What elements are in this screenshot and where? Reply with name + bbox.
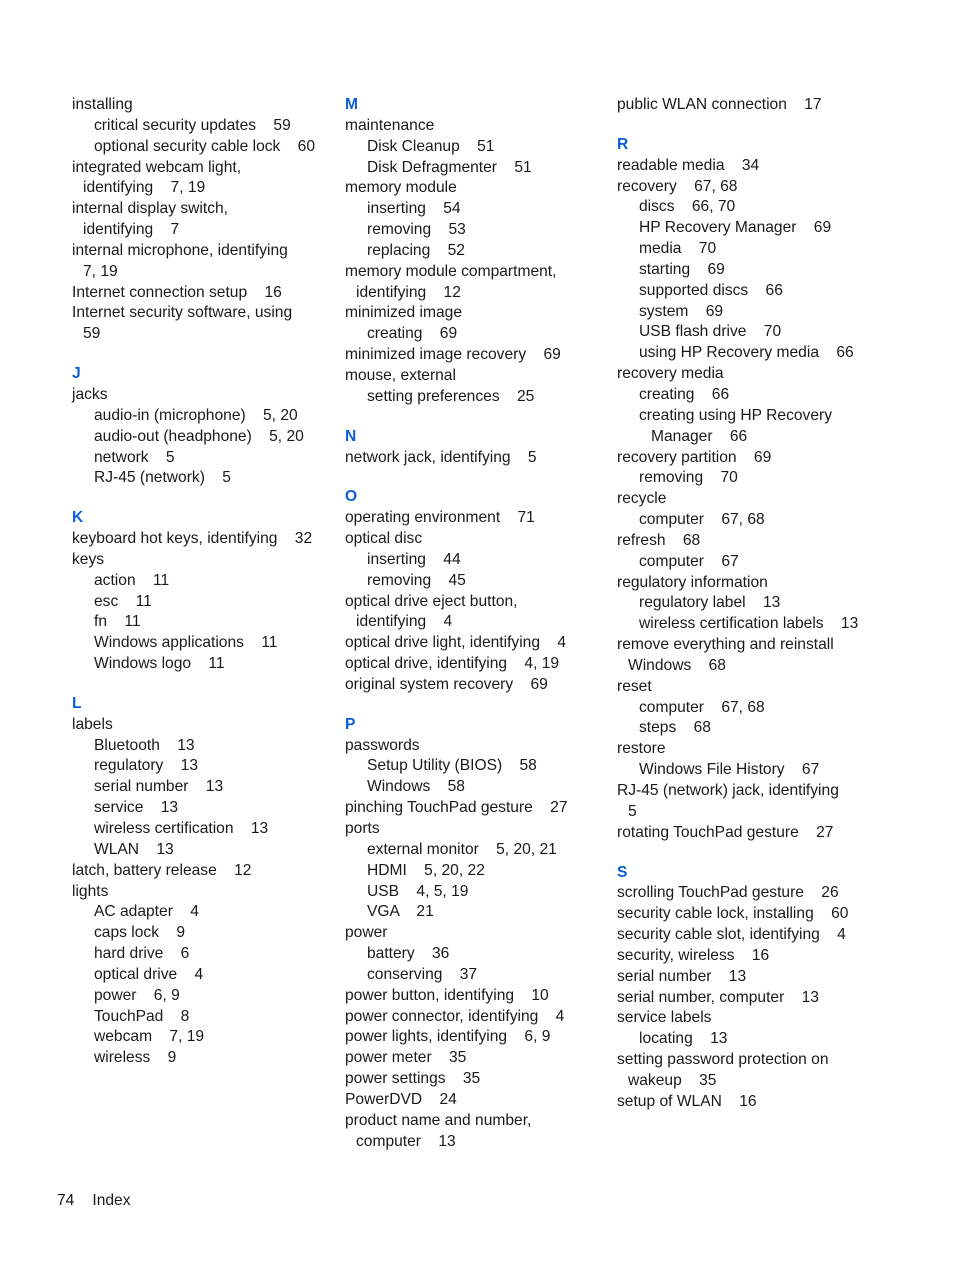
index-entry-continuation: Manager 66 — [651, 427, 748, 445]
index-subentry: Disk Defragmenter 51 — [367, 158, 532, 176]
index-entry: readable media 34 — [617, 156, 760, 174]
index-subentry: conserving 37 — [367, 965, 478, 983]
section-gap — [72, 675, 342, 694]
index-entry: mouse, external — [345, 366, 456, 384]
index-subentry: removing 70 — [639, 469, 738, 487]
section-gap — [617, 844, 887, 863]
index-subentry: HDMI 5, 20, 22 — [367, 861, 485, 879]
index-subentry: setting preferences 25 — [367, 387, 535, 405]
index-subentry: optional security cable lock 60 — [94, 137, 316, 155]
index-subentry: serial number 13 — [94, 778, 224, 796]
index-entry: Internet connection setup 16 — [72, 283, 282, 301]
index-entry: original system recovery 69 — [345, 675, 548, 693]
index-letter-heading: K — [72, 509, 84, 527]
footer-section-title: Index — [92, 1192, 131, 1209]
index-letter-heading: O — [345, 488, 358, 506]
index-subentry: wireless certification labels 13 — [639, 615, 859, 633]
index-entry: memory module — [345, 179, 457, 197]
index-subentry: caps lock 9 — [94, 924, 186, 942]
index-letter-heading: S — [617, 863, 628, 881]
index-entry-continuation: identifying 4 — [356, 613, 453, 631]
index-entry: PowerDVD 24 — [345, 1090, 457, 1108]
index-entry: internal microphone, identifying — [72, 241, 288, 259]
section-gap — [345, 468, 615, 487]
index-subentry: inserting 44 — [367, 550, 461, 568]
index-subentry: AC adapter 4 — [94, 903, 199, 921]
page-footer — [57, 1191, 149, 1211]
index-entry: power lights, identifying 6, 9 — [345, 1028, 551, 1046]
index-subentry: locating 13 — [639, 1030, 728, 1048]
index-subentry: discs 66, 70 — [639, 198, 736, 216]
index-entry-continuation: identifying 7 — [83, 221, 180, 239]
index-entry: setting password protection on — [617, 1051, 829, 1069]
index-subentry: Disk Cleanup 51 — [367, 137, 495, 155]
index-entry: latch, battery release 12 — [72, 861, 252, 879]
index-entry-continuation: 7, 19 — [83, 262, 118, 280]
index-subentry: external monitor 5, 20, 21 — [367, 840, 557, 858]
index-subentry: starting 69 — [639, 260, 725, 278]
index-subentry: media 70 — [639, 240, 717, 258]
index-entry: minimized image recovery 69 — [345, 346, 561, 364]
index-subentry: power 6, 9 — [94, 986, 180, 1004]
index-entry: service labels — [617, 1009, 712, 1027]
index-entry: RJ-45 (network) jack, identifying — [617, 782, 839, 799]
index-entry: internal display switch, — [72, 200, 229, 218]
index-entry: memory module compartment, — [345, 262, 557, 280]
index-entry: serial number 13 — [617, 967, 747, 985]
index-subentry: VGA 21 — [367, 903, 434, 921]
index-entry: keys — [72, 550, 105, 568]
section-gap — [345, 696, 615, 715]
index-entry: passwords — [345, 736, 420, 754]
index-subentry: wireless certification 13 — [94, 820, 269, 837]
index-letter-heading: N — [345, 427, 357, 445]
index-entry: regulatory information — [617, 573, 768, 591]
index-subentry: audio-in (microphone) 5, 20 — [94, 406, 298, 424]
section-gap — [72, 345, 342, 364]
index-subentry: removing 53 — [367, 221, 466, 239]
index-entry: power button, identifying 10 — [345, 986, 549, 1004]
index-letter-heading: J — [72, 365, 81, 383]
index-entry: integrated webcam light, — [72, 158, 242, 176]
section-gap — [617, 116, 887, 135]
index-subentry: creating using HP Recovery — [639, 406, 832, 424]
index-letter-heading: M — [345, 96, 358, 113]
index-entry: recovery 67, 68 — [617, 177, 738, 195]
index-entry: power meter 35 — [345, 1049, 467, 1067]
index-entry: optical drive eject button, — [345, 592, 518, 610]
index-subentry: removing 45 — [367, 571, 466, 589]
index-entry: installing — [72, 96, 133, 113]
index-entry: ports — [345, 820, 380, 837]
index-subentry: RJ-45 (network) 5 — [94, 469, 231, 487]
index-subentry: replacing 52 — [367, 241, 465, 259]
index-subentry: fn 11 — [94, 613, 141, 631]
index-entry-continuation: wakeup 35 — [628, 1071, 717, 1089]
section-gap — [345, 408, 615, 427]
index-subentry: creating 66 — [639, 385, 730, 403]
index-entry: power settings 35 — [345, 1070, 481, 1088]
index-entry-continuation: Windows 68 — [628, 656, 726, 674]
index-subentry: USB 4, 5, 19 — [367, 882, 469, 900]
index-subentry: audio-out (headphone) 5, 20 — [94, 427, 304, 445]
index-subentry: battery 36 — [367, 945, 450, 963]
index-entry-continuation: identifying 12 — [356, 283, 461, 301]
index-column-1 — [72, 95, 342, 1069]
index-subentry: esc 11 — [94, 592, 152, 610]
index-letter-heading: L — [72, 694, 82, 712]
index-entry: remove everything and reinstall — [617, 636, 834, 654]
index-entry: keyboard hot keys, identifying 32 — [72, 530, 313, 548]
index-subentry: supported discs 66 — [639, 281, 783, 299]
index-subentry: Bluetooth 13 — [94, 736, 195, 754]
index-entry: labels — [72, 715, 113, 733]
section-gap — [72, 489, 342, 508]
index-entry: setup of WLAN 16 — [617, 1092, 757, 1110]
index-entry: product name and number, — [345, 1111, 532, 1129]
index-letter-heading: P — [345, 715, 356, 733]
index-entry: public WLAN connection 17 — [617, 96, 822, 113]
index-subentry: using HP Recovery media 66 — [639, 344, 854, 362]
index-subentry: Windows File History 67 — [639, 761, 820, 779]
index-subentry: Setup Utility (BIOS) 58 — [367, 757, 537, 775]
index-entry-continuation: identifying 7, 19 — [83, 179, 206, 197]
index-subentry: steps 68 — [639, 719, 711, 737]
index-subentry: TouchPad 8 — [94, 1007, 190, 1025]
index-entry: reset — [617, 677, 652, 695]
index-column-3 — [617, 95, 887, 1113]
index-entry: rotating TouchPad gesture 27 — [617, 823, 834, 841]
index-entry: power connector, identifying 4 — [345, 1007, 565, 1025]
index-entry: optical drive light, identifying 4 — [345, 634, 567, 652]
index-subentry: inserting 54 — [367, 200, 461, 218]
index-subentry: regulatory label 13 — [639, 594, 781, 612]
index-subentry: service 13 — [94, 799, 179, 817]
index-entry: recycle — [617, 490, 667, 508]
index-subentry: action 11 — [94, 571, 170, 589]
index-subentry: HP Recovery Manager 69 — [639, 219, 832, 237]
index-subentry: Windows logo 11 — [94, 655, 225, 673]
index-entry: lights — [72, 882, 109, 900]
index-column-2 — [345, 95, 615, 1153]
index-subentry: network 5 — [94, 448, 175, 466]
index-entry: scrolling TouchPad gesture 26 — [617, 884, 839, 902]
index-subentry: computer 67, 68 — [639, 698, 765, 716]
index-subentry: hard drive 6 — [94, 945, 190, 963]
page-number: 74 — [57, 1192, 75, 1209]
index-entry: serial number, computer 13 — [617, 988, 819, 1006]
index-subentry: wireless 9 — [94, 1049, 177, 1067]
index-entry-continuation: 5 — [628, 802, 637, 820]
index-entry: Internet security software, using — [72, 304, 293, 322]
index-subentry: critical security updates 59 — [94, 116, 291, 134]
index-entry: optical disc — [345, 530, 423, 548]
index-subentry: webcam 7, 19 — [94, 1028, 205, 1046]
index-entry: pinching TouchPad gesture 27 — [345, 799, 568, 817]
index-entry: power — [345, 924, 388, 942]
index-entry: optical drive, identifying 4, 19 — [345, 655, 560, 673]
index-entry-continuation: computer 13 — [356, 1132, 456, 1150]
index-entry: maintenance — [345, 116, 435, 134]
index-entry: security, wireless 16 — [617, 946, 770, 964]
index-entry: minimized image — [345, 304, 462, 322]
index-entry: jacks — [72, 385, 108, 403]
index-subentry: system 69 — [639, 302, 724, 320]
index-entry: recovery partition 69 — [617, 448, 772, 466]
index-letter-heading: R — [617, 135, 629, 153]
index-subentry: Windows applications 11 — [94, 634, 278, 652]
index-entry: operating environment 71 — [345, 509, 535, 527]
index-subentry: Windows 58 — [367, 778, 465, 796]
index-subentry: creating 69 — [367, 325, 458, 343]
index-entry: network jack, identifying 5 — [345, 448, 537, 466]
index-subentry: optical drive 4 — [94, 965, 204, 983]
index-entry: restore — [617, 740, 666, 758]
index-entry-continuation: 59 — [83, 325, 101, 343]
index-entry: refresh 68 — [617, 531, 701, 549]
index-subentry: computer 67 — [639, 552, 739, 570]
index-subentry: WLAN 13 — [94, 840, 174, 858]
index-entry: security cable slot, identifying 4 — [617, 926, 846, 944]
index-entry: recovery media — [617, 365, 724, 383]
index-subentry: USB flash drive 70 — [639, 323, 782, 341]
index-entry: security cable lock, installing 60 — [617, 905, 849, 923]
index-subentry: regulatory 13 — [94, 757, 199, 775]
index-subentry: computer 67, 68 — [639, 511, 765, 529]
